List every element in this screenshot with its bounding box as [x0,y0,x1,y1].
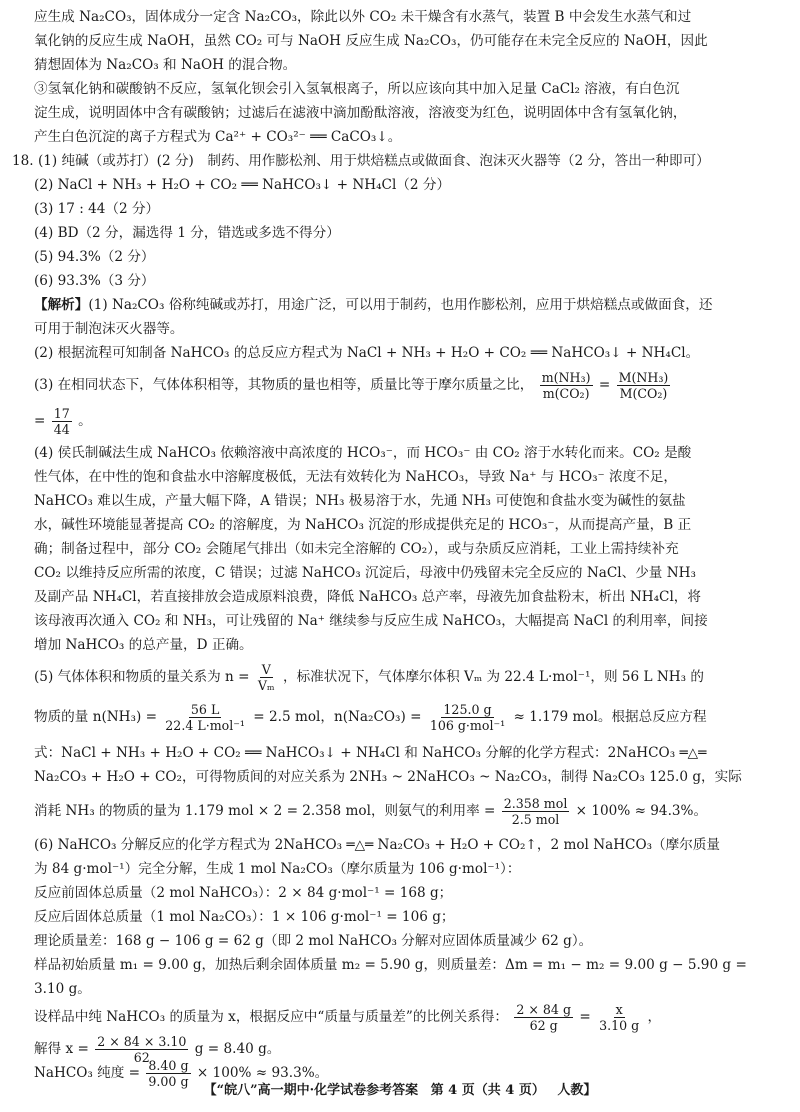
text-line: (6) NaHCO₃ 分解反应的化学方程式为 2NaHCO₃ ═△═ Na₂CO₃ + H₂O + CO₂↑，2 mol NaHCO₃（摩尔质量 [34,837,721,853]
page-footer [0,1079,800,1098]
denominator: m(CO₂) [542,386,590,401]
denominator: 106 g·mol⁻¹ [429,718,506,733]
text-segment: 物质的量 n(NH₃) = [34,709,157,725]
answer-18-3: (3) 17 : 44（2 分） [34,201,160,217]
numerator: 2 × 84 × 3.10 [97,1034,187,1049]
text-line: 样品初始质量 m₁ = 9.00 g，加热后剩余固体质量 m₂ = 5.90 g，则质量差：Δm = m₁ − m₂ = 9.00 g − 5.90 g = [34,957,747,973]
text-line: 产生白色沉淀的离子方程式为 Ca²⁺ + CO₃²⁻ ══ CaCO₃↓。 [34,129,402,145]
answer-18-6: (6) 93.3%（3 分） [34,273,155,289]
fraction [163,702,247,733]
fraction [540,370,593,401]
fraction [502,796,570,827]
text-segment: 解得 x = [34,1041,89,1057]
denominator: 9.00 g [148,1074,189,1089]
text-line: NaHCO₃ 难以生成，产量大幅下降，A 错误；NH₃ 极易溶于水，先通 NH₃ 可使饱和食盐水变为碱性的氨盐 [34,493,686,509]
text-segment: 消耗 NH₃ 的物质的量为 1.179 mol × 2 = 2.358 mol，则氨气的利用率 = [34,803,496,819]
denominator: 62 g [529,1018,558,1033]
text-line: 3.10 g。 [34,981,91,997]
text-segment: × 100% ≈ 93.3%。 [196,1065,329,1081]
text-line: 为 84 g·mol⁻¹）完全分解，生成 1 mol Na₂CO₃（摩尔质量为 106 g·mol⁻¹）： [34,861,521,877]
analysis-label: 【解析】 [34,297,89,313]
text-segment: 。 [78,413,92,429]
text-segment: NaHCO₃ 纯度 = [34,1065,141,1081]
text-segment: (5) 气体体积和物质的量关系为 n = [34,669,250,685]
text-line: 可用于制泡沫灭火器等。 [34,321,184,337]
denominator: 44 [53,422,70,437]
text-segment: = [598,377,611,393]
text-line-formula [34,702,707,733]
text-line: Na₂CO₃ + H₂O + CO₂，可得物质间的对应关系为 2NH₃ ~ 2NaHCO₃ ~ Na₂CO₃，制得 Na₂CO₃ 125.0 g，实际 [34,769,742,785]
analysis-line [34,296,712,314]
answer-18-1: 18. (1) 纯碱（或苏打）(2 分) 制药、用作膨松剂、用于烘焙糕点或做面食、泡沫灭火器等（2 分，答出一种即可） [12,153,710,169]
text-line: 增加 NaHCO₃ 的总产量，D 正确。 [34,637,253,653]
text-line: 确；制备过程中，部分 CO₂ 会随尾气排出（如未完全溶解的 CO₂），或与杂质反应消耗，工业上需持续补充 [34,541,679,557]
text-line: 氧化钠的反应生成 NaOH，虽然 CO₂ 可与 NaOH 反应生成 Na₂CO₃，仍可能存在未完全反应的 NaOH，因此 [34,33,708,49]
text-line: 及副产品 NH₄Cl，若直接排放会造成原料浪费，降低 NaHCO₃ 总产率，母液先加食盐粉末，析出 NH₄Cl，将 [34,589,701,605]
text-line: CO₂ 以维持反应所需的浓度，C 错误；过滤 NaHCO₃ 沉淀后，母液中仍残留未完全反应的 NaCl、少量 NH₃ [34,565,696,581]
text-segment: = [579,1009,591,1025]
text-line-formula [34,406,92,437]
denominator: Vₘ [257,678,275,693]
text-segment: ≈ 1.179 mol。根据总反应方程 [513,709,707,725]
numerator: 125.0 g [443,702,492,717]
fraction [514,1002,573,1033]
numerator: m(NH₃) [541,370,591,385]
text-line: 性气体，在中性的饱和食盐水中溶解度极低，无法有效转化为 NaHCO₃，导致 Na⁺ 与 HCO₃⁻ 浓度不足， [34,469,678,485]
text-line-formula [34,370,672,401]
text-line: 水，碱性环境能显著提高 CO₂ 的溶解度，为 NaHCO₃ 沉淀的形成提供充足的 HCO₃⁻，从而提高产量，B 正 [34,517,692,533]
text-segment: = [34,413,46,429]
text-line: 反应后固体总质量（1 mol Na₂CO₃）：1 × 106 g·mol⁻¹ = 106 g； [34,909,455,925]
footer-title: 【“皖八”高一期中·化学试卷参考答案 [203,1083,419,1098]
text-line-formula [34,796,707,827]
numerator: 2.358 mol [503,796,568,811]
numerator: V [261,662,271,677]
footer-edition: 人教】 [557,1083,597,1098]
fraction [52,406,72,437]
denominator: 2.5 mol [511,812,560,827]
fraction [256,662,277,693]
answer-18-2: (2) NaCl + NH₃ + H₂O + CO₂ ══ NaHCO₃↓ + NH₄Cl（2 分） [34,177,451,193]
text-segment: × 100% ≈ 94.3%。 [575,803,708,819]
text-line: 理论质量差：168 g − 106 g = 62 g（即 2 mol NaHCO₃ 分解对应固体质量减少 62 g）。 [34,933,593,949]
text-segment: g = 8.40 g。 [194,1041,281,1057]
denominator: 22.4 L·mol⁻¹ [165,718,245,733]
text-line: (4) 侯氏制碱法生成 NaHCO₃ 依赖溶液中高浓度的 HCO₃⁻，而 HCO₃⁻ 由 CO₂ 溶于水转化而来。CO₂ 是酸 [34,445,692,461]
text-line: 式：NaCl + NH₃ + H₂O + CO₂ ══ NaHCO₃↓ + NH₄Cl 和 NaHCO₃ 分解的化学方程式：2NaHCO₃ ═△═ [34,745,707,761]
text-segment: = 2.5 mol，n(Na₂CO₃) = [253,709,422,725]
text-line: 应生成 Na₂CO₃，固体成分一定含 Na₂CO₃，除此以外 CO₂ 未干燥含有水蒸气，装置 B 中会发生水蒸气和过 [34,9,692,25]
text-line: 猜想固体为 Na₂CO₃ 和 NaOH 的混合物。 [34,57,297,73]
numerator: 56 L [190,702,220,717]
numerator: 2 × 84 g [516,1002,572,1017]
text-line-formula [34,1002,661,1033]
text-line: 反应前固体总质量（2 mol NaHCO₃）：2 × 84 g·mol⁻¹ = 168 g； [34,885,453,901]
text-segment: (3) 在相同状态下，气体体积相等，其物质的量也相等，质量比等于摩尔质量之比， [34,377,534,393]
text-line: 淀生成，说明固体中含有碳酸钠；过滤后在滤液中滴加酚酞溶液，溶液变为红色，说明固体中含有氢氧化钠， [34,105,687,121]
numerator: 17 [53,406,70,421]
text-segment: 设样品中纯 NaHCO₃ 的质量为 x，根据反应中“质量与质量差”的比例关系得： [34,1009,509,1025]
denominator: 62 [133,1050,150,1065]
text-line: ③氢氧化钠和碳酸钠不反应，氢氧化钡会引入氢氧根离子，所以应该向其中加入足量 CaCl₂ 溶液，有白色沉 [34,81,680,97]
numerator: M(NH₃) [618,370,669,385]
fraction [597,1002,641,1033]
analysis-text: (1) Na₂CO₃ 俗称纯碱或苏打，用途广泛，可以用于制药，也用作膨松剂，应用于烘焙糕点或做面食，还 [88,297,713,313]
text-line-formula [34,662,704,693]
denominator: 3.10 g [599,1018,640,1033]
answer-18-4: (4) BD（2 分，漏选得 1 分，错选或多选不得分） [34,225,340,241]
denominator: M(CO₂) [619,386,668,401]
text-segment: ， [647,1009,662,1025]
numerator: x [615,1002,623,1017]
fraction [428,702,507,733]
fraction [617,370,671,401]
text-line: (2) 根据流程可知制备 NaHCO₃ 的总反应方程式为 NaCl + NH₃ + H₂O + CO₂ ══ NaHCO₃↓ + NH₄Cl。 [34,345,700,361]
answer-18-5: (5) 94.3%（2 分） [34,249,155,265]
text-segment: ，标准状况下，气体摩尔体积 Vₘ 为 22.4 L·mol⁻¹，则 56 L NH₃ 的 [282,669,704,685]
text-line: 该母液再次通入 CO₂ 和 NH₃，可让残留的 Na⁺ 继续参与反应生成 NaHCO₃，大幅提高 NaCl 的利用率，间接 [34,613,708,629]
numerator: 8.40 g [148,1058,189,1073]
footer-page-number: 第 4 页（共 4 页） [430,1083,545,1098]
